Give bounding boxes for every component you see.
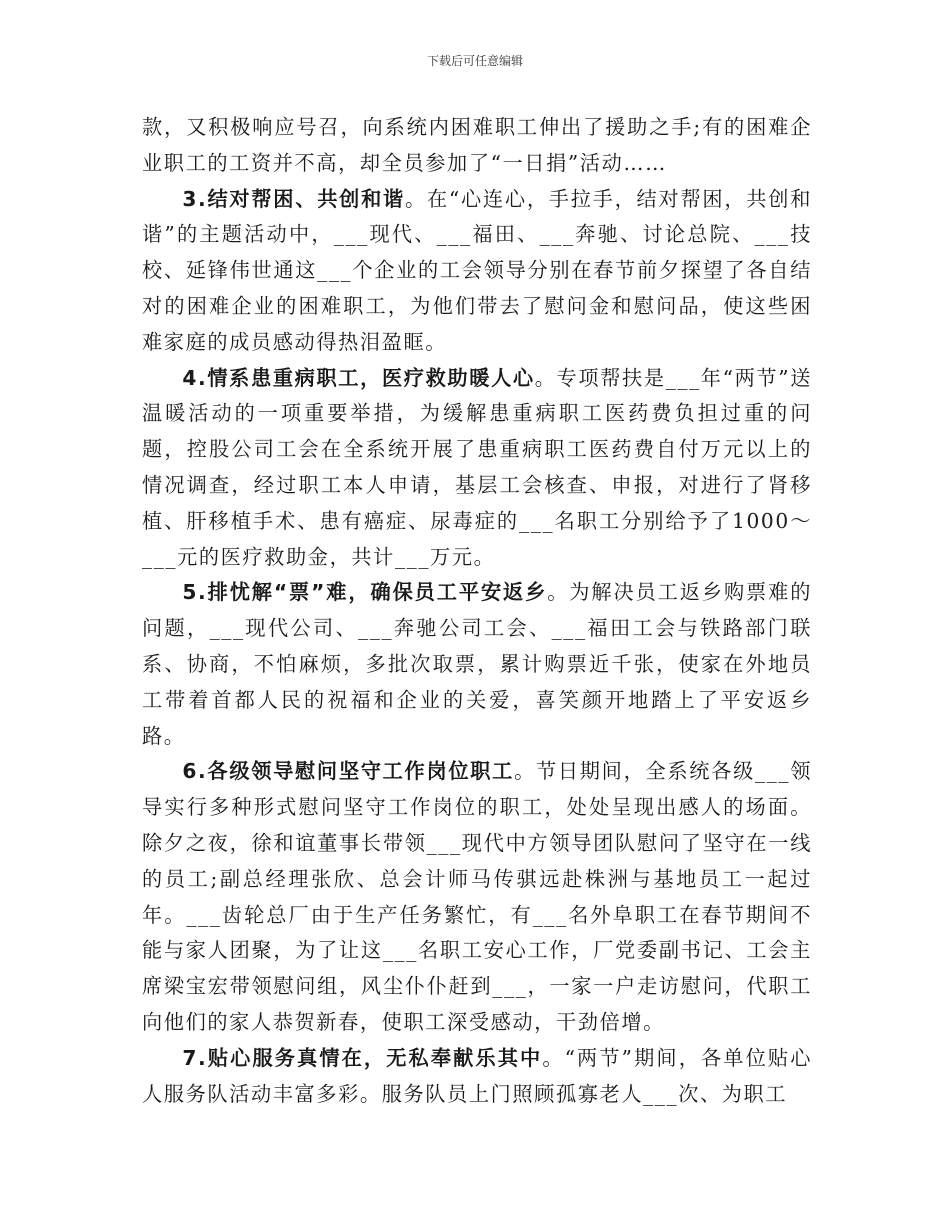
document-body (142, 110, 812, 1112)
paragraph-text: 。在“心连心，手拉手，结对帮困，共创和谐”的主题活动中，___现代、___福田、___奔驰、讨论总院、___技校、延锋伟世通这___个企业的工会领导分别在春节前夕探望了各自结对的困难企业的困难职工，为他们带去了慰问金和慰问品，使这些困难家庭的成员感动得热泪盈眶。 (142, 186, 812, 354)
paragraph-section-5 (142, 575, 812, 754)
paragraph-continuation (142, 110, 812, 182)
paragraph-section-3 (142, 182, 812, 361)
paragraph-text: 。节日期间，全系统各级___领导实行多种形式慰问坚守工作岗位的职工，处处呈现出感人的场面。除夕之夜，徐和谊董事长带领___现代中方领导团队慰问了坚守在一线的员工;副总经理张欣、总会计师马传骐远赴株洲与基地员工一起过年。___齿轮总厂由于生产任务繁忙，有___名外阜职工在春节期间不能与家人团聚，为了让这___名职工安心工作，厂党委副书记、工会主席梁宝宏带领慰问组，风尘仆仆赶到___，一家一户走访慰问，代职工向他们的家人恭贺新春，使职工深受感动，干劲倍增。 (142, 759, 812, 1034)
section-heading: 5.排忧解“票”难，确保员工平安返乡 (182, 580, 548, 605)
section-heading: 7.贴心服务真情在，无私奉献乐其中 (182, 1045, 543, 1070)
section-heading: 3.结对帮困、共创和谐 (182, 186, 405, 211)
paragraph-section-7 (142, 1041, 812, 1113)
paragraph-text: 款，又积极响应号召，向系统内困难职工伸出了援助之手;有的困难企业职工的工资并不高，却全员参加了“一日捐”活动…… (142, 115, 812, 175)
section-heading: 6.各级领导慰问坚守工作岗位职工 (182, 759, 515, 784)
paragraph-text: 。“两节”期间，各单位贴心人服务队活动丰富多彩。服务队员上门照顾孤寡老人___次、为职工 (142, 1045, 812, 1106)
paragraph-text: 。为解决员工返乡购票难的问题，___现代公司、___奔驰公司工会、___福田工会与铁路部门联系、协商，不怕麻烦，多批次取票，累计购票近千张，使家在外地员工带着首都人民的祝福和企业的关爱，喜笑颜开地踏上了平安返乡路。 (142, 580, 812, 748)
section-heading: 4.情系患重病职工，医疗救助暖人心 (182, 365, 535, 390)
paragraph-text: 。专项帮扶是___年“两节”送温暖活动的一项重要举措，为缓解患重病职工医药费负担过重的问题，控股公司工会在全系统开展了患重病职工医药费自付万元以上的情况调查，经过职工本人申请，基层工会核查、申报，对进行了肾移植、肝移植手术、患有癌症、尿毒症的___名职工分别给予了1000～___元的医疗救助金，共计___万元。 (142, 365, 812, 569)
page-header-note: 下载后可任意编辑 (426, 54, 523, 68)
paragraph-section-4 (142, 361, 812, 576)
paragraph-section-6 (142, 754, 812, 1040)
